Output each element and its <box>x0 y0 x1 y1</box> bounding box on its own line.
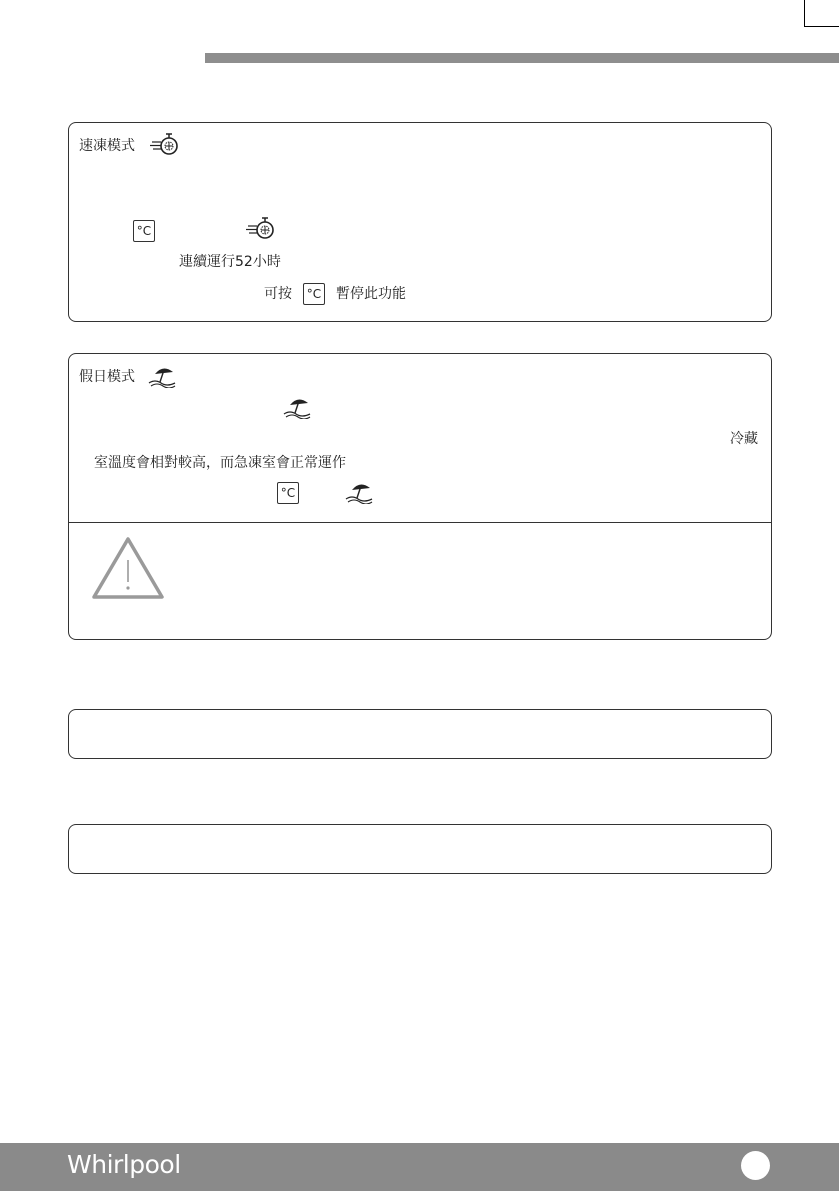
holiday-title: 假日模式 <box>79 369 135 385</box>
pause-prefix-text: 可按 <box>264 286 292 302</box>
temperature-key: °C <box>277 482 299 504</box>
holiday-umbrella-icon <box>344 480 374 504</box>
holiday-umbrella-icon <box>147 364 177 388</box>
holiday-side-text: 冷藏 <box>730 431 758 447</box>
temperature-key: °C <box>303 283 325 305</box>
brand-logo: Whirlpool <box>67 1150 181 1179</box>
page-number-circle <box>741 1151 770 1180</box>
quick-freeze-icon <box>150 131 180 157</box>
header-bar <box>205 53 839 63</box>
holiday-box <box>68 353 772 640</box>
run-duration-text: 連續運行52小時 <box>179 254 281 270</box>
quick-freeze-title: 速凍模式 <box>79 138 135 154</box>
empty-box-1 <box>68 709 772 759</box>
holiday-umbrella-icon <box>282 395 312 419</box>
temperature-key: °C <box>133 220 155 242</box>
crop-mark-vertical-right <box>804 0 805 26</box>
empty-box-2 <box>68 824 772 874</box>
crop-mark-top-right <box>804 26 839 27</box>
quick-freeze-icon <box>246 215 276 241</box>
holiday-warning-divider <box>69 522 771 523</box>
pause-suffix-text: 暫停此功能 <box>336 286 406 302</box>
warning-triangle-icon <box>92 536 164 600</box>
holiday-body-text: 室溫度會相對較高，而急凍室會正常運作 <box>94 455 346 471</box>
